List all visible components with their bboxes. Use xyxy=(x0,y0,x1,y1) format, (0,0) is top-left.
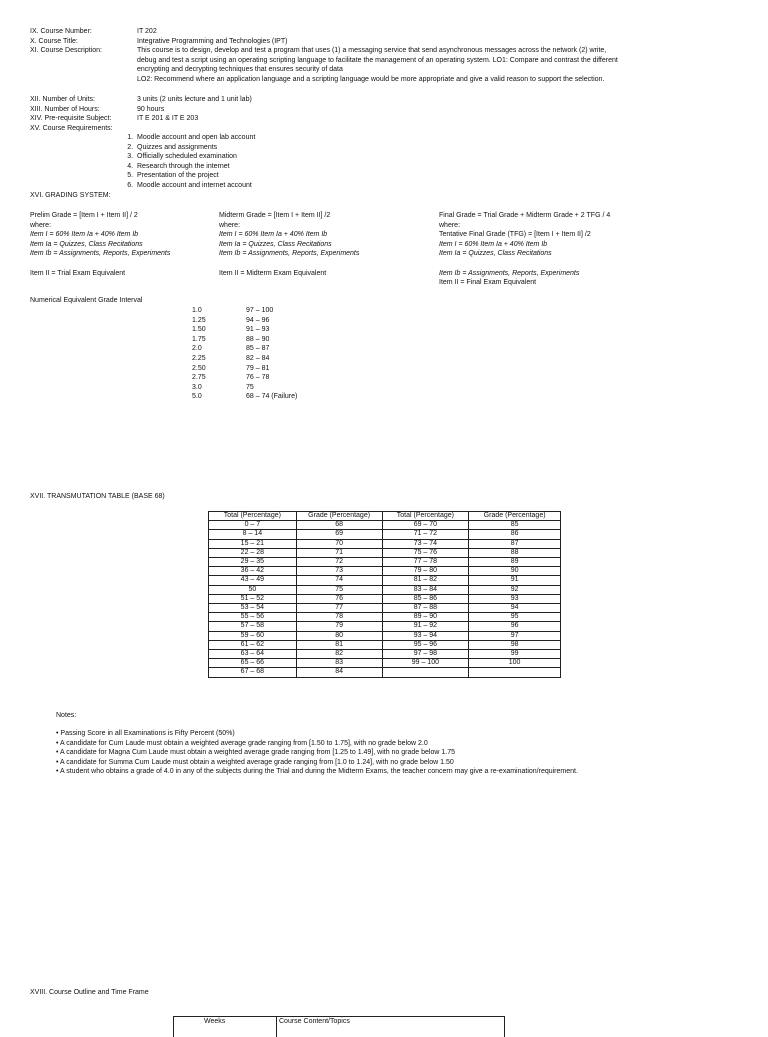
notes-heading: Notes: xyxy=(56,712,77,719)
table-cell: 53 – 54 xyxy=(209,604,297,613)
requirement-item: 1. Moodle account and open lab account xyxy=(135,133,255,143)
table-cell: 69 – 70 xyxy=(382,521,469,530)
table-row xyxy=(209,585,561,594)
course-description-value: This course is to design, develop and test a program that uses (1) a messaging service that send asynchronous messages across the network (2) write, debug and test a script using an operating scripting language to facilitate the management of an operating system. LO1: Compare and contrast the different encrypting and decrypting techniques that ensures security of data xyxy=(137,47,618,74)
table-cell: 73 – 74 xyxy=(382,539,469,548)
table-header-cell: Total (Percentage) xyxy=(209,512,297,521)
final-item1a: Item Ia = Quizzes, Class Recitations xyxy=(439,250,552,258)
equivalent-grade: 2.75 xyxy=(192,374,206,382)
table-cell: 79 – 80 xyxy=(382,567,469,576)
table-cell: 92 xyxy=(469,585,561,594)
table-cell: 29 – 35 xyxy=(209,558,297,567)
table-cell: 98 xyxy=(469,640,561,649)
table-row xyxy=(209,548,561,557)
table-row xyxy=(209,576,561,585)
prelim-column xyxy=(30,211,170,278)
course-number-label: IX. Course Number: xyxy=(30,28,92,35)
table-cell: 15 – 21 xyxy=(209,539,297,548)
table-cell: 99 – 100 xyxy=(382,659,469,668)
notes-list xyxy=(56,729,578,777)
equivalent-range: 79 – 81 xyxy=(246,364,270,372)
table-cell: 96 xyxy=(469,622,561,631)
table-row xyxy=(209,594,561,603)
prelim-item1: Item I = 60% Item Ia + 40% Item Ib xyxy=(30,231,139,239)
table-row xyxy=(209,530,561,539)
table-cell: 100 xyxy=(469,659,561,668)
table-cell: 91 xyxy=(469,576,561,585)
table-header-cell: Total (Percentage) xyxy=(382,512,469,521)
equivalent-grade: 3.0 xyxy=(192,383,202,391)
table-cell: 43 – 49 xyxy=(209,576,297,585)
table-cell: 73 xyxy=(296,567,382,576)
outline-table xyxy=(173,1016,505,1037)
equivalent-heading: Numerical Equivalent Grade Interval xyxy=(30,297,143,304)
table-cell: 75 xyxy=(296,585,382,594)
table-cell: 59 – 60 xyxy=(209,631,297,640)
table-cell: 8 – 14 xyxy=(209,530,297,539)
table-cell: 97 xyxy=(469,631,561,640)
table-cell: 85 – 86 xyxy=(382,594,469,603)
table-cell: 87 – 88 xyxy=(382,604,469,613)
requirements-label: XV. Course Requirements: xyxy=(30,124,113,132)
table-cell: 93 xyxy=(469,594,561,603)
table-cell: 0 – 7 xyxy=(209,521,297,530)
table-cell: 83 xyxy=(296,659,382,668)
equivalent-grade: 2.25 xyxy=(192,354,206,362)
course-title-value: Integrative Programming and Technologies (IPT) xyxy=(137,37,288,45)
course-number-value: IT 202 xyxy=(137,28,157,35)
prelim-item1a: Item Ia = Quizzes, Class Recitations xyxy=(30,240,143,248)
table-header-cell: Grade (Percentage) xyxy=(469,512,561,521)
table-cell: 95 xyxy=(469,613,561,622)
table-row xyxy=(209,521,561,530)
table-cell: 70 xyxy=(296,539,382,548)
equivalent-range: 82 – 84 xyxy=(246,354,270,362)
table-cell: 85 xyxy=(469,521,561,530)
table-row xyxy=(209,613,561,622)
course-description-label: XI. Course Description: xyxy=(30,47,102,54)
course-description-lo2: LO2: Recommend where an application language and a scripting language would be more appropriate and give a valid reason to support the selection. xyxy=(137,76,605,83)
requirement-item: 4. Research through the internet xyxy=(135,162,255,172)
equivalent-range: 97 – 100 xyxy=(246,307,274,314)
table-header-row xyxy=(209,512,561,521)
table-row xyxy=(209,604,561,613)
table-row xyxy=(209,558,561,567)
table-row xyxy=(209,567,561,576)
midterm-item1: Item I = 60% Item Ia + 40% Item Ib xyxy=(219,231,328,239)
table-row xyxy=(209,650,561,659)
table-cell: 69 xyxy=(296,530,382,539)
final-tfg: Tentative Final Grade (TFG) = [Item I + Item II] /2 xyxy=(439,231,591,239)
equivalent-grade: 1.50 xyxy=(192,326,206,334)
table-cell: 97 – 98 xyxy=(382,650,469,659)
midterm-item1a: Item Ia = Quizzes, Class Recitations xyxy=(219,240,332,248)
table-cell: 89 xyxy=(469,558,561,567)
course-title-label: X. Course Title: xyxy=(30,37,78,45)
equivalent-grade: 1.25 xyxy=(192,316,206,324)
equivalent-range: 75 xyxy=(246,383,254,391)
table-cell: 68 xyxy=(296,521,382,530)
prerequisite-value: IT E 201 & IT E 203 xyxy=(137,115,199,122)
table-cell: 88 xyxy=(469,548,561,557)
table-cell: 65 – 66 xyxy=(209,659,297,668)
note-item: • Passing Score in all Examinations is Fifty Percent (50%) xyxy=(56,730,235,737)
note-item: • A student who obtains a grade of 4.0 in any of the subjects during the Trial and during the Midterm Exams, the teacher concern may give a re-examination/requirement. xyxy=(56,768,578,776)
table-cell: 89 – 90 xyxy=(382,613,469,622)
table-cell: 90 xyxy=(469,567,561,576)
table-cell: 36 – 42 xyxy=(209,567,297,576)
table-cell: 72 xyxy=(296,558,382,567)
equivalent-grade: 2.50 xyxy=(192,364,206,372)
table-row xyxy=(209,622,561,631)
prelim-item1b: Item Ib = Assignments, Reports, Experiments xyxy=(30,250,171,258)
table-cell: 22 – 28 xyxy=(209,548,297,557)
table-cell: 79 xyxy=(296,622,382,631)
outline-col-divider xyxy=(276,1017,277,1037)
table-cell: 61 – 62 xyxy=(209,640,297,649)
requirements-list xyxy=(123,133,255,191)
final-item2: Item II = Final Exam Equivalent xyxy=(439,279,537,287)
equivalent-range: 85 – 87 xyxy=(246,345,270,353)
equivalent-range: 76 – 78 xyxy=(246,374,270,382)
equivalent-grade: 1.75 xyxy=(192,335,206,343)
midterm-item2: Item II = Midterm Exam Equivalent xyxy=(219,269,327,277)
table-cell: 80 xyxy=(296,631,382,640)
requirement-item: 3. Officially scheduled examination xyxy=(135,152,255,162)
equivalent-range: 91 – 93 xyxy=(246,326,270,334)
table-cell: 71 xyxy=(296,548,382,557)
outline-col-weeks: Weeks xyxy=(204,1018,226,1025)
table-cell: 87 xyxy=(469,539,561,548)
units-label: XII. Number of Units: xyxy=(30,96,95,103)
table-cell: 77 – 78 xyxy=(382,558,469,567)
table-cell: 94 xyxy=(469,604,561,613)
table-cell: 99 xyxy=(469,650,561,659)
final-item1: Item I = 60% Item Ia + 40% Item Ib xyxy=(439,240,548,248)
table-row xyxy=(209,631,561,640)
table-cell: 71 – 72 xyxy=(382,530,469,539)
table-row xyxy=(209,668,561,677)
midterm-column xyxy=(219,211,359,278)
midterm-item1b: Item Ib = Assignments, Reports, Experiments xyxy=(219,250,360,258)
requirement-item: 5. Presentation of the project xyxy=(135,171,255,181)
table-cell: 50 xyxy=(209,585,297,594)
outline-heading: XVIII. Course Outline and Time Frame xyxy=(30,989,149,996)
table-cell: 91 – 92 xyxy=(382,622,469,631)
table-cell: 51 – 52 xyxy=(209,594,297,603)
equivalent-range: 68 – 74 (Failure) xyxy=(246,393,298,401)
midterm-where: where: xyxy=(219,221,241,229)
table-cell: 77 xyxy=(296,604,382,613)
note-item: • A candidate for Summa Cum Laude must obtain a weighted average grade ranging from [1.0 to 1.24], with no grade below 1.50 xyxy=(56,758,454,766)
table-cell: 93 – 94 xyxy=(382,631,469,640)
table-cell: 82 xyxy=(296,650,382,659)
transmutation-table xyxy=(208,511,561,678)
table-cell: 78 xyxy=(296,613,382,622)
equivalent-range: 94 – 96 xyxy=(246,316,270,324)
outline-col-topics: Course Content/Topics xyxy=(279,1018,350,1025)
final-column xyxy=(439,211,610,288)
midterm-formula: Midterm Grade = [Item I + Item II] /2 xyxy=(219,212,331,219)
units-value: 3 units (2 units lecture and 1 unit lab) xyxy=(137,96,252,103)
hours-value: 90 hours xyxy=(137,105,165,113)
requirement-item: 6. Moodle account and internet account xyxy=(135,181,255,191)
final-item1b: Item Ib = Assignments, Reports, Experiments xyxy=(439,269,580,277)
hours-label: XIII. Number of Hours: xyxy=(30,105,100,113)
prelim-where: where: xyxy=(30,221,52,229)
grading-heading: XVI. GRADING SYSTEM: xyxy=(30,192,111,199)
equivalent-grade: 2.0 xyxy=(192,345,202,353)
table-cell: 95 – 96 xyxy=(382,640,469,649)
table-cell xyxy=(469,668,561,677)
table-cell: 63 – 64 xyxy=(209,650,297,659)
note-item: • A candidate for Magna Cum Laude must obtain a weighted average grade ranging from [1.25 to 1.49], with no grade below 1.75 xyxy=(56,749,455,757)
table-cell: 75 – 76 xyxy=(382,548,469,557)
prelim-item2: Item II = Trial Exam Equivalent xyxy=(30,269,126,277)
final-formula: Final Grade = Trial Grade + Midterm Grade + 2 TFG / 4 xyxy=(439,212,611,219)
equivalent-range: 88 – 90 xyxy=(246,335,270,343)
note-item: • A candidate for Cum Laude must obtain a weighted average grade ranging from [1.50 to 1.75], with no grade below 2.0 xyxy=(56,739,428,747)
table-cell: 81 – 82 xyxy=(382,576,469,585)
requirement-item: 2. Quizzes and assignments xyxy=(135,143,255,153)
table-cell: 81 xyxy=(296,640,382,649)
table-cell: 57 – 58 xyxy=(209,622,297,631)
prerequisite-label: XIV. Pre-requisite Subject: xyxy=(30,115,112,122)
equivalent-grade: 5.0 xyxy=(192,393,202,401)
table-cell: 74 xyxy=(296,576,382,585)
prelim-formula: Prelim Grade = [Item I + Item II] / 2 xyxy=(30,212,138,219)
table-cell: 83 – 84 xyxy=(382,585,469,594)
transmutation-heading: XVII. TRANSMUTATION TABLE (BASE 68) xyxy=(30,493,165,500)
table-cell xyxy=(382,668,469,677)
table-cell: 84 xyxy=(296,668,382,677)
equivalent-grade: 1.0 xyxy=(192,307,202,314)
table-row xyxy=(209,539,561,548)
final-where: where: xyxy=(439,221,461,229)
table-cell: 55 – 56 xyxy=(209,613,297,622)
table-cell: 86 xyxy=(469,530,561,539)
table-cell: 67 – 68 xyxy=(209,668,297,677)
table-row xyxy=(209,640,561,649)
table-header-cell: Grade (Percentage) xyxy=(296,512,382,521)
table-row xyxy=(209,659,561,668)
table-cell: 76 xyxy=(296,594,382,603)
